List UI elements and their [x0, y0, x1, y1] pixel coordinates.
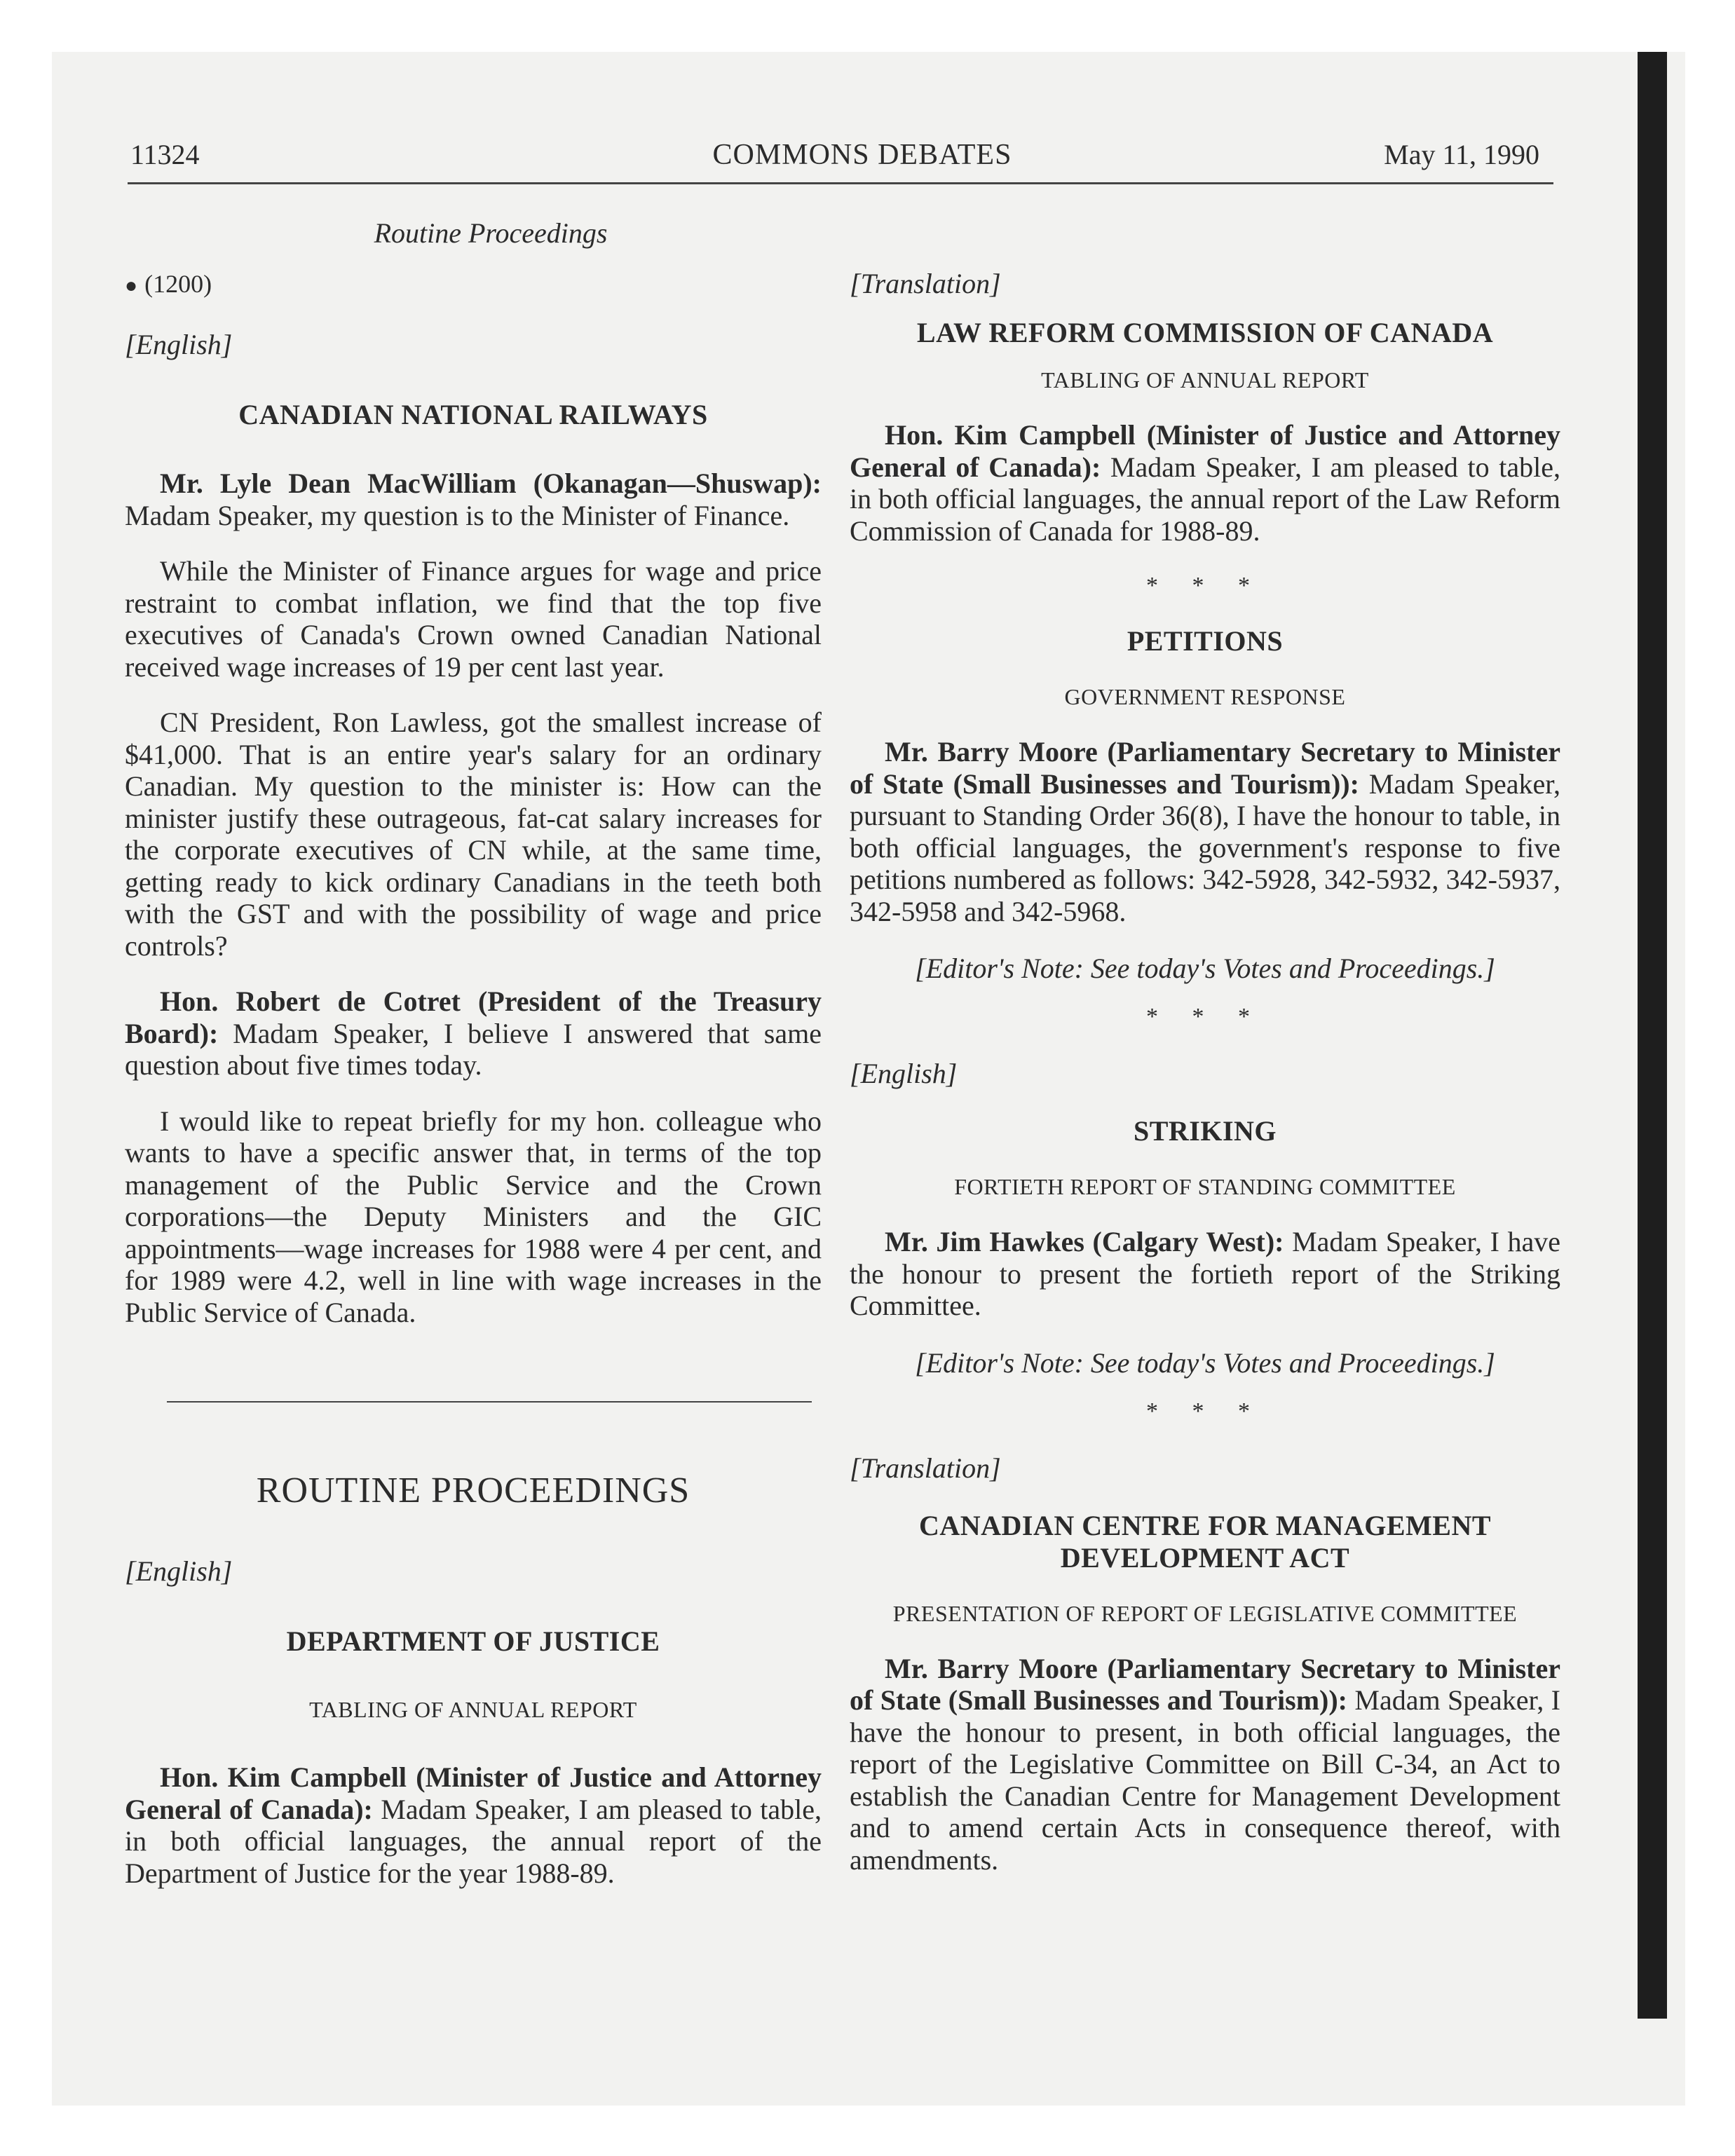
speech: Madam Speaker, I am pleased to table, in both official languages, the annual report of the Department of Justice for the year 1988-89. [125, 1793, 822, 1889]
paragraph [125, 468, 822, 531]
heading-ccmd-line-2: DEVELOPMENT ACT [1060, 1541, 1350, 1574]
heading-routine-proceedings: ROUTINE PROCEEDINGS [256, 1471, 690, 1510]
speech: Madam Speaker, pursuant to Standing Order 36(8), I have the honour to table, in both official languages, the government's response to five petitions numbered as follows: 342-5928, 342-5932, 342-5937, 342-5958 and 342-5968. [850, 767, 1560, 927]
language-tag: [English] [125, 329, 233, 360]
heading-canadian-national-railways: CANADIAN NATIONAL RAILWAYS [238, 399, 708, 430]
speech: Madam Speaker, my question is to the Minister of Finance. [125, 499, 790, 531]
language-tag: [English] [125, 1555, 233, 1587]
heading-petitions: PETITIONS [1127, 625, 1284, 657]
subheading: GOVERNMENT RESPONSE [1064, 684, 1346, 709]
speech: Madam Speaker, I am pleased to table, in both official languages, the annual report of the Law Reform Commission of Canada for 1988-89. [850, 451, 1561, 547]
subheading: FORTIETH REPORT OF STANDING COMMITTEE [954, 1174, 1456, 1199]
heading-department-of-justice: DEPARTMENT OF JUSTICE [286, 1625, 660, 1657]
paragraph [850, 419, 1560, 547]
speaker: Mr. Barry Moore (Parliamentary Secretary to Minister of State (Small Businesses and Tourism)): [850, 1652, 1560, 1716]
speaker: Hon. Robert de Cotret (President of the Treasury Board): [125, 985, 822, 1049]
language-tag: [Translation] [850, 1452, 1001, 1484]
paragraph: CN President, Ron Lawless, got the smallest increase of $41,000. That is an entire year's salary for an ordinary Canadian. My question to the minister is: How can the minister justify these outrageous, fat-cat salary increases for the corporate executives of CN while, at the same time, getting ready to kick ordinary Canadians in the teeth both with the GST and with the possibility of wage and price controls? [125, 707, 822, 962]
paragraph [125, 985, 822, 1082]
heading-ccmd-line-1: CANADIAN CENTRE FOR MANAGEMENT [918, 1509, 1492, 1541]
subheading: PRESENTATION OF REPORT OF LEGISLATIVE COMMITTEE [892, 1600, 1518, 1626]
subheading: TABLING OF ANNUAL REPORT [1041, 367, 1369, 393]
paragraph [850, 1653, 1560, 1876]
subheading: TABLING OF ANNUAL REPORT [309, 1697, 637, 1722]
speech: Madam Speaker, I have the honour to present the fortieth report of the Striking Committee. [850, 1226, 1560, 1321]
paragraph: I would like to repeat briefly for my hon. colleague who wants to have a specific answer that, in terms of the top management of the Public Service and the Crown corporations—the Deputy Ministers and the GIC appointments—wage increases for 1988 were 4 per cent, and for 1989 were 4.2, well in line with wage increases in the Public Service of Canada. [125, 1105, 822, 1328]
header-rule [128, 182, 1553, 184]
speaker: Hon. Kim Campbell (Minister of Justice and Attorney General of Canada): [125, 1761, 822, 1825]
time-value: (1200) [144, 270, 212, 298]
speech: Madam Speaker, I have the honour to present, in both official languages, the report of the Legislative Committee on Bill C-34, an Act to establish the Canadian Centre for Management Development and to amend certain Acts in consequence thereof, with amendments. [850, 1684, 1561, 1876]
scan-edge [1638, 52, 1667, 2019]
publication-title: COMMONS DEBATES [712, 139, 1012, 171]
page-date: May 11, 1990 [1384, 139, 1539, 170]
speech: Madam Speaker, I believe I answered that same question about five times today. [125, 1017, 822, 1081]
language-tag: [Translation] [850, 268, 1001, 299]
paragraph [850, 736, 1560, 927]
speaker: Mr. Lyle Dean MacWilliam (Okanagan—Shuswap): [160, 468, 822, 499]
right-column [850, 266, 1560, 1876]
language-tag: [English] [850, 1058, 958, 1089]
left-column [125, 266, 822, 1889]
paragraph [850, 1226, 1560, 1322]
section-label: Routine Proceedings [374, 217, 608, 249]
page-number: 11324 [130, 139, 200, 170]
heading-law-reform-commission: LAW REFORM COMMISSION OF CANADA [916, 317, 1494, 348]
paragraph [125, 1761, 822, 1889]
speaker: Mr. Barry Moore (Parliamentary Secretary to Minister of State (Small Businesses and Tourism)): [850, 736, 1560, 800]
speaker: Mr. Jim Hawkes (Calgary West): [885, 1226, 1284, 1257]
heading-striking: STRIKING [1133, 1115, 1277, 1147]
paragraph: While the Minister of Finance argues for wage and price restraint to combat inflation, we find that the top five executives of Canada's Crown owned Canadian National received wage increases of 19 per cent last year. [125, 555, 822, 683]
section-separator: * * * [1146, 1398, 1264, 1424]
editors-note: [Editor's Note: See today's Votes and Proceedings.] [915, 953, 1495, 984]
editors-note: [Editor's Note: See today's Votes and Proceedings.] [915, 1346, 1495, 1379]
section-separator: * * * [1146, 573, 1264, 599]
bullet-icon: ● [125, 274, 138, 297]
speaker: Hon. Kim Campbell (Minister of Justice and Attorney General of Canada): [850, 419, 1560, 483]
section-separator: * * * [1146, 1004, 1264, 1030]
time-marker [125, 266, 822, 303]
